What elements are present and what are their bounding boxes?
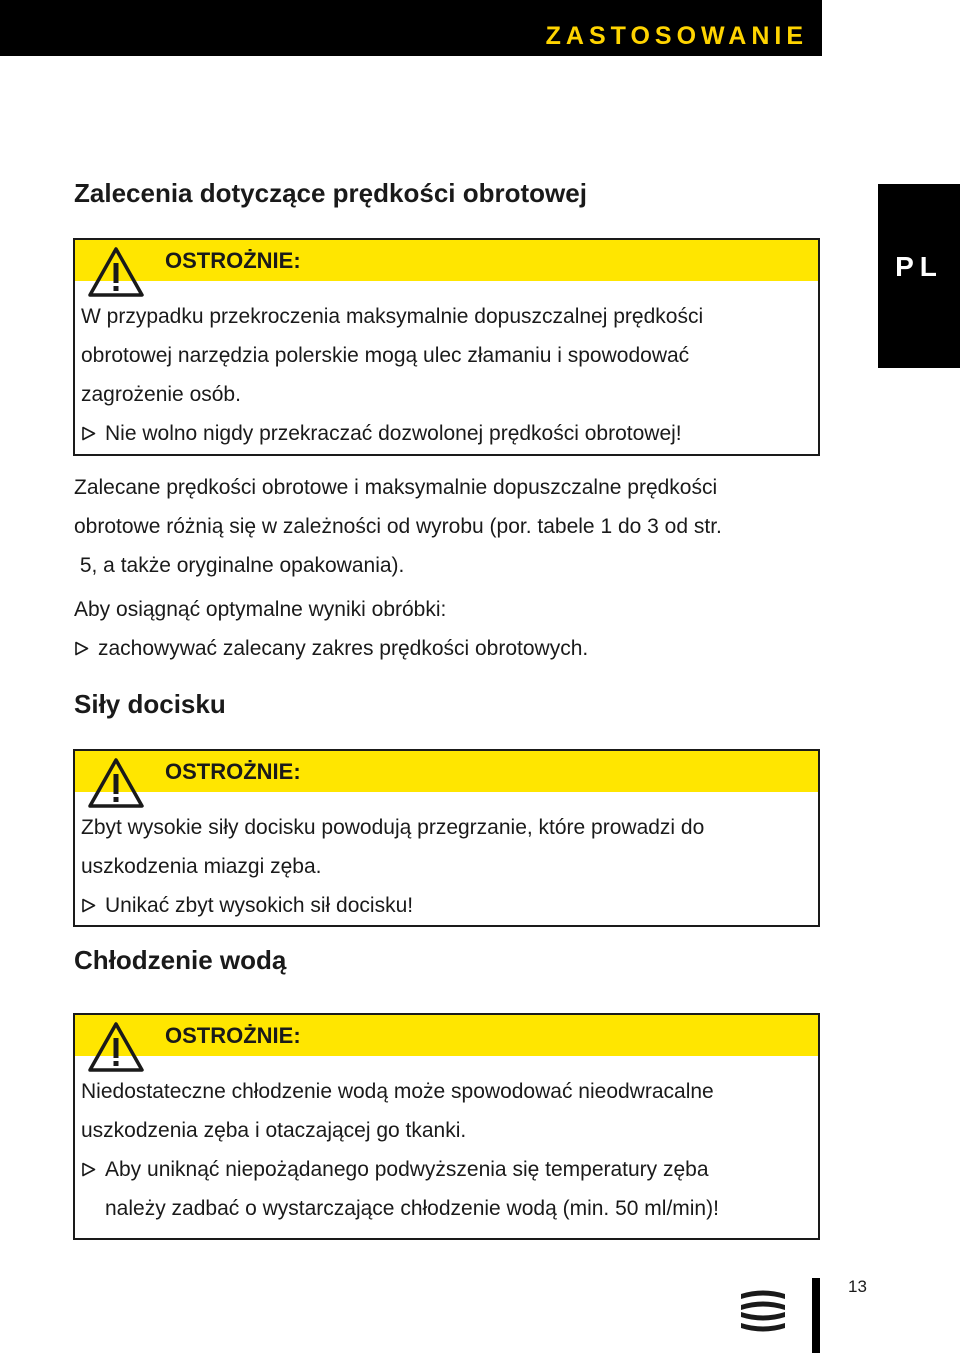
caution-body: [75, 1056, 818, 1228]
section-heading-cooling: Chłodzenie wodą: [74, 945, 287, 975]
caution-box-pressure: [73, 749, 820, 927]
caution-header: [75, 751, 818, 792]
speed-bullet-text: zachowywać zalecany zakres prędkości obrotowych.: [98, 637, 589, 660]
caution-text-line: Niedostateczne chłodzenie wodą może spowodować nieodwracalne: [81, 1080, 714, 1103]
caution-text-line: uszkodzenia miazgi zęba.: [81, 855, 322, 878]
footer-divider: [812, 1278, 820, 1353]
triangle-right-icon: [81, 1162, 96, 1177]
caution-body: [75, 281, 818, 453]
section-heading-pressure: Siły docisku: [74, 689, 226, 719]
warning-triangle-icon: [87, 1021, 145, 1073]
caution-text-line: W przypadku przekroczenia maksymalnie dopuszczalnej prędkości: [81, 305, 704, 328]
paragraph-line: Zalecane prędkości obrotowe i maksymalnie dopuszczalne prędkości: [74, 476, 718, 499]
caution-bullet: [81, 414, 812, 453]
speed-paragraph: [74, 468, 834, 668]
caution-body: [75, 792, 818, 925]
caution-text-line: uszkodzenia zęba i otaczającej go tkanki.: [81, 1119, 467, 1142]
warning-triangle-icon: [87, 246, 145, 298]
caution-bullet-text: Nie wolno nigdy przekraczać dozwolonej prędkości obrotowej!: [105, 422, 682, 445]
speed-bullet: [74, 629, 834, 668]
triangle-right-icon: [81, 426, 96, 441]
caution-bullet: [81, 886, 812, 925]
caution-header: [75, 240, 818, 281]
header-title: ZASTOSOWANIE: [545, 22, 808, 50]
intro-line: Aby osiągnąć optymalne wyniki obróbki:: [74, 598, 447, 621]
caution-bullet-text: Aby uniknąć niepożądanego podwyższenia się temperatury zęba: [105, 1158, 709, 1181]
triangle-right-icon: [74, 641, 89, 656]
caution-box-cooling: [73, 1013, 820, 1240]
warning-triangle-icon: [87, 757, 145, 809]
caution-label: OSTROŻNIE:: [165, 759, 301, 784]
caution-box-speed: [73, 238, 820, 456]
caution-text-line: Zbyt wysokie siły docisku powodują przegrzanie, które prowadzi do: [81, 816, 705, 839]
language-tab-label: PL: [895, 251, 943, 282]
caution-label: OSTROŻNIE:: [165, 1023, 301, 1048]
page-number: 13: [848, 1277, 867, 1296]
caution-bullet: [81, 1150, 812, 1228]
caution-text-line: zagrożenie osób.: [81, 383, 241, 406]
paragraph-line: obrotowe różnią się w zależności od wyrobu (por. tabele 1 do 3 od str.: [74, 515, 722, 538]
brand-logo-icon: [738, 1288, 788, 1334]
caution-text-line: obrotowej narzędzia polerskie mogą ulec złamaniu i spowodować: [81, 344, 690, 367]
caution-bullet-text: należy zadbać o wystarczające chłodzenie wodą (min. 50 ml/min)!: [105, 1197, 719, 1220]
caution-header: [75, 1015, 818, 1056]
caution-bullet-text: Unikać zbyt wysokich sił docisku!: [105, 894, 414, 917]
caution-label: OSTROŻNIE:: [165, 248, 301, 273]
triangle-right-icon: [81, 898, 96, 913]
header-bar: [0, 0, 822, 56]
section-heading-speed: Zalecenia dotyczące prędkości obrotowej: [74, 178, 587, 208]
paragraph-line: 5, a także oryginalne opakowania).: [74, 554, 405, 577]
